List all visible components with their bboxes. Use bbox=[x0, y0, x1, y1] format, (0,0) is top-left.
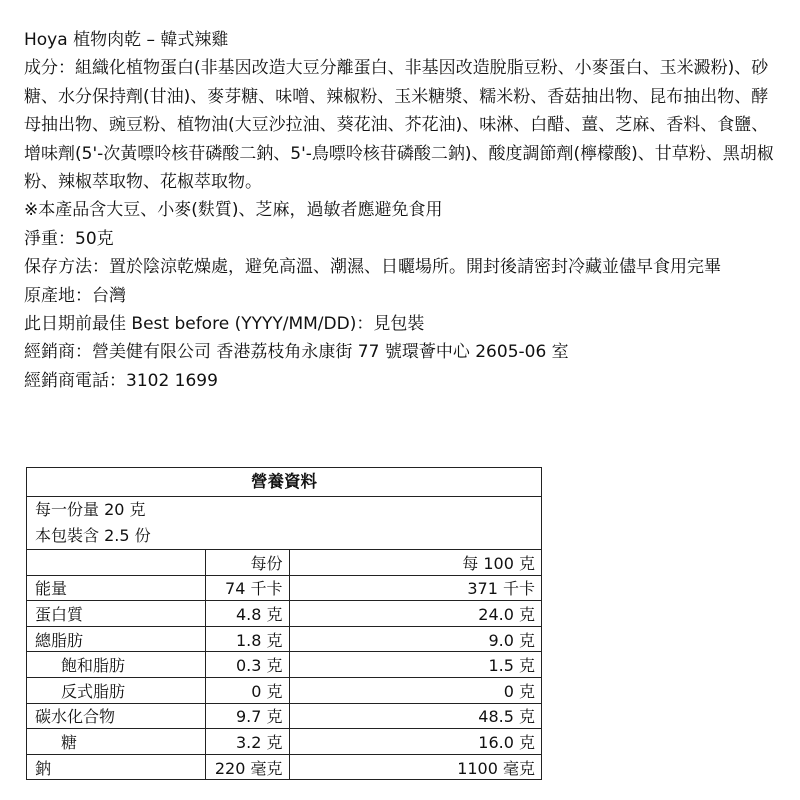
per-100g-value: 9.0 克 bbox=[289, 626, 541, 652]
allergen-warning: ※本產品含大豆、小麥(麩質)、芝麻，過敏者應避免食用 bbox=[24, 200, 443, 221]
per-serving-value: 3.2 克 bbox=[205, 729, 289, 755]
per-serving-value: 0 克 bbox=[205, 677, 289, 703]
per-serving-value: 9.7 克 bbox=[205, 703, 289, 729]
storage-instructions: 保存方法：置於陰涼乾燥處，避免高溫、潮濕、日曬場所。開封後請密封冷藏並儘早食用完畢 bbox=[24, 257, 721, 278]
nutrient-label: 碳水化合物 bbox=[27, 703, 205, 729]
nutrient-row-energy bbox=[27, 575, 541, 601]
per-serving-value: 4.8 克 bbox=[205, 601, 289, 627]
nutrient-row-saturated-fat bbox=[27, 652, 541, 678]
nutrient-label: 能量 bbox=[27, 575, 205, 601]
per-serving-value: 220 毫克 bbox=[205, 754, 289, 779]
servings-per-pack: 本包裝含 2.5 份 bbox=[35, 526, 151, 545]
distributor-phone: 經銷商電話：3102 1699 bbox=[24, 370, 218, 391]
nutrient-label: 飽和脂肪 bbox=[27, 652, 205, 678]
header-label bbox=[27, 550, 205, 576]
per-serving-value: 1.8 克 bbox=[205, 626, 289, 652]
nutrient-row-trans-fat bbox=[27, 677, 541, 703]
distributor: 經銷商：營美健有限公司 香港荔枝角永康街 77 號環薈中心 2605-06 室 bbox=[24, 342, 569, 363]
per-100g-value: 0 克 bbox=[289, 677, 541, 703]
nutrient-label: 糖 bbox=[27, 729, 205, 755]
nutrient-label: 反式脂肪 bbox=[27, 677, 205, 703]
nutrient-row-sugars bbox=[27, 729, 541, 755]
product-name: Hoya 植物肉乾 – 韓式辣雞 bbox=[24, 30, 229, 50]
product-info bbox=[24, 26, 780, 395]
per-100g-value: 1.5 克 bbox=[289, 652, 541, 678]
nutrient-row-sodium bbox=[27, 754, 541, 779]
per-100g-value: 371 千卡 bbox=[289, 575, 541, 601]
nutrient-row-total-fat bbox=[27, 626, 541, 652]
per-serving-value: 0.3 克 bbox=[205, 652, 289, 678]
net-weight: 淨重：50克 bbox=[24, 228, 114, 249]
per-100g-value: 48.5 克 bbox=[289, 703, 541, 729]
per-100g-value: 24.0 克 bbox=[289, 601, 541, 627]
ingredients-text: 成分：組織化植物蛋白(非基因改造大豆分離蛋白、非基因改造脫脂豆粉、小麥蛋白、玉米澱粉)、砂糖、水分保持劑(甘油)、麥芽糖、味噌、辣椒粉、玉米糖漿、糯米粉、香菇抽出物、昆布抽出物、酵母抽出物、豌豆粉、植物油(大豆沙拉油、葵花油、芥花油)、味淋、白醋、薑、芝麻、香料、食鹽、增味劑(5'-次黃嘌呤核苷磷酸二鈉、5'-鳥嘌呤核苷磷酸二鈉)、酸度調節劑(檸檬酸)、甘草粉、黑胡椒粉、辣椒萃取物、花椒萃取物。 bbox=[24, 58, 774, 193]
nutrition-grid bbox=[27, 549, 541, 779]
nutrition-title: 營養資料 bbox=[27, 468, 541, 497]
nutrient-label: 總脂肪 bbox=[27, 626, 205, 652]
per-100g-value: 1100 毫克 bbox=[457, 758, 535, 778]
per-100g-value: 16.0 克 bbox=[289, 729, 541, 755]
nutrient-label: 鈉 bbox=[35, 758, 52, 778]
best-before: 此日期前最佳 Best before (YYYY/MM/DD)：見包裝 bbox=[24, 314, 425, 335]
nutrition-header-row bbox=[27, 550, 541, 576]
header-per-100g: 每 100 克 bbox=[289, 550, 541, 576]
nutrition-facts-table bbox=[26, 467, 542, 780]
nutrient-label: 蛋白質 bbox=[27, 601, 205, 627]
nutrient-row-carbohydrate bbox=[27, 703, 541, 729]
nutrient-row-protein bbox=[27, 601, 541, 627]
per-serving-value: 74 千卡 bbox=[205, 575, 289, 601]
serving-size: 每一份量 20 克 bbox=[35, 500, 146, 519]
header-per-serving: 每份 bbox=[205, 550, 289, 576]
origin: 原產地：台灣 bbox=[24, 285, 126, 306]
